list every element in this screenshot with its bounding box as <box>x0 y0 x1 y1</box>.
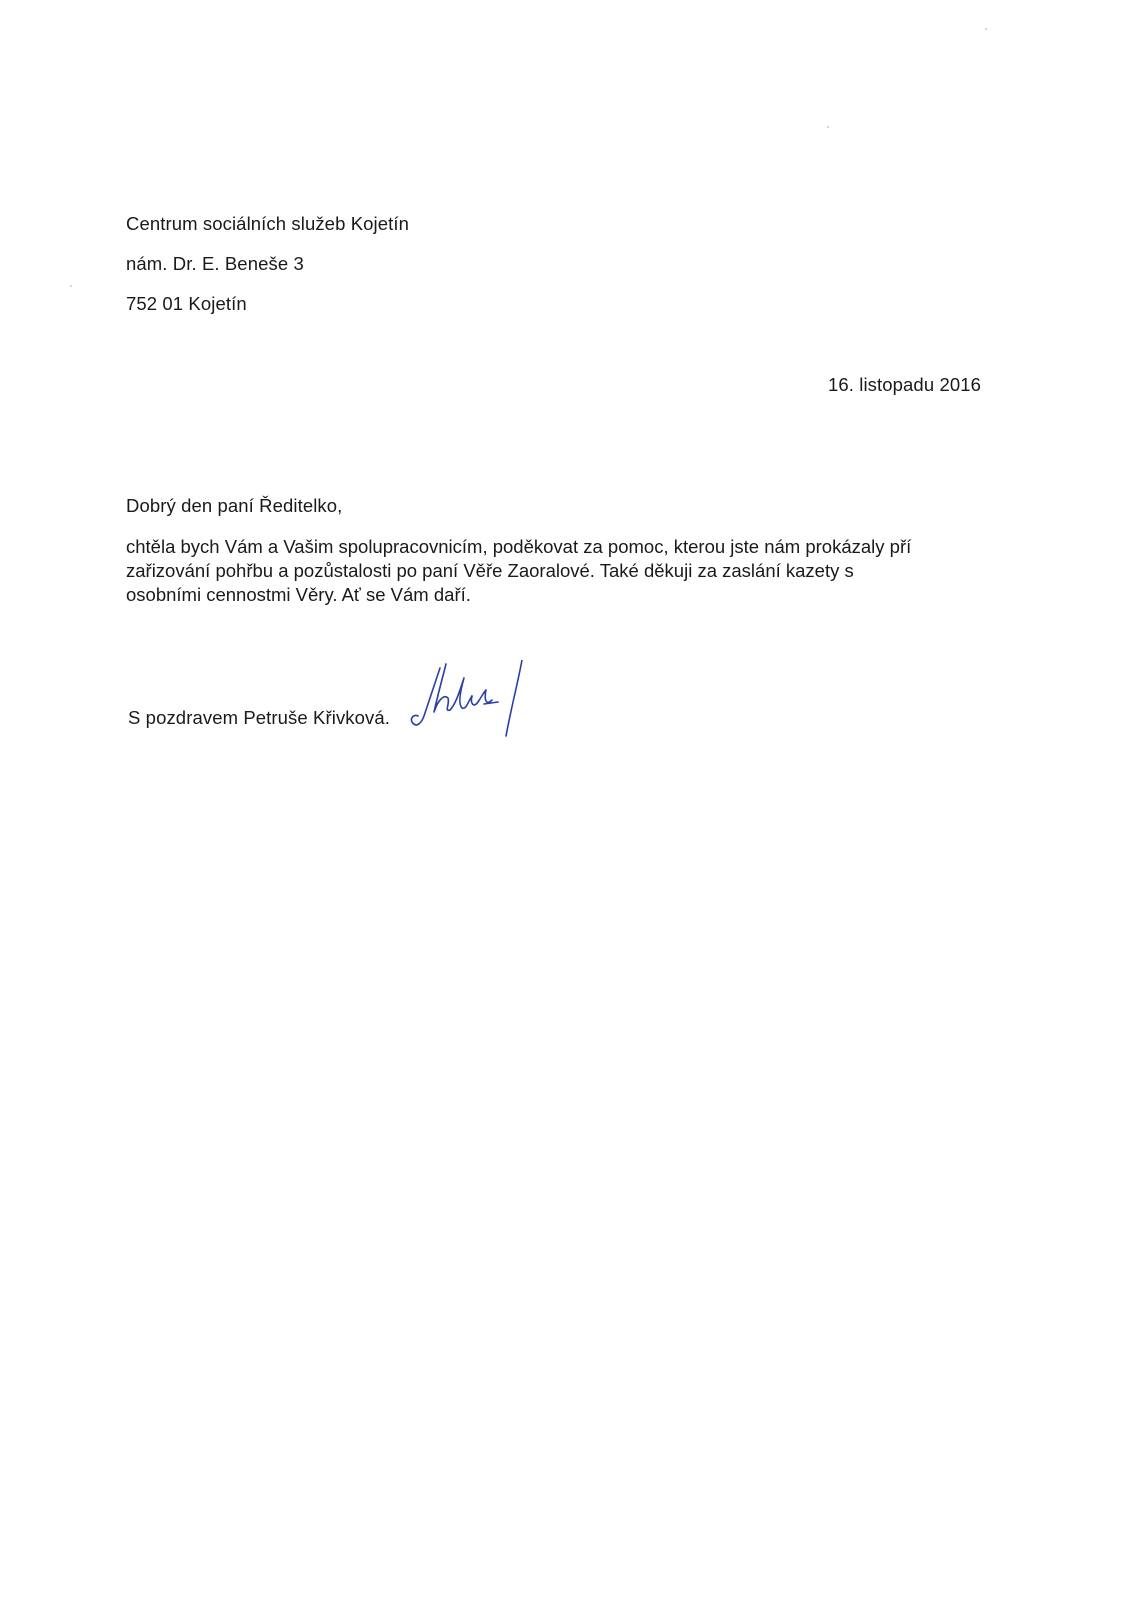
scan-speck <box>827 126 829 128</box>
body-line: osobními cennostmi Věry. Ať se Vám daří. <box>126 584 471 605</box>
letter-date: 16. listopadu 2016 <box>828 374 982 395</box>
scan-speck <box>70 285 72 287</box>
recipient-city: 752 01 Kojetín <box>126 293 247 314</box>
greeting: Dobrý den paní Ředitelko, <box>126 495 343 516</box>
scan-speck <box>985 28 987 30</box>
signature <box>410 660 530 740</box>
body-line: zařizování pohřbu a pozůstalosti po paní Věře Zaoralové. Také děkuji za zaslání kazety s <box>126 560 854 581</box>
recipient-street: nám. Dr. E. Beneše 3 <box>126 253 304 274</box>
recipient-name: Centrum sociálních služeb Kojetín <box>126 213 409 234</box>
body-line: chtěla bych Vám a Vašim spolupracovnicím, poděkovat za pomoc, kterou jste nám prokázaly pří <box>126 536 912 557</box>
closing: S pozdravem Petruše Křivková. <box>128 707 391 728</box>
letter-body <box>126 535 966 607</box>
